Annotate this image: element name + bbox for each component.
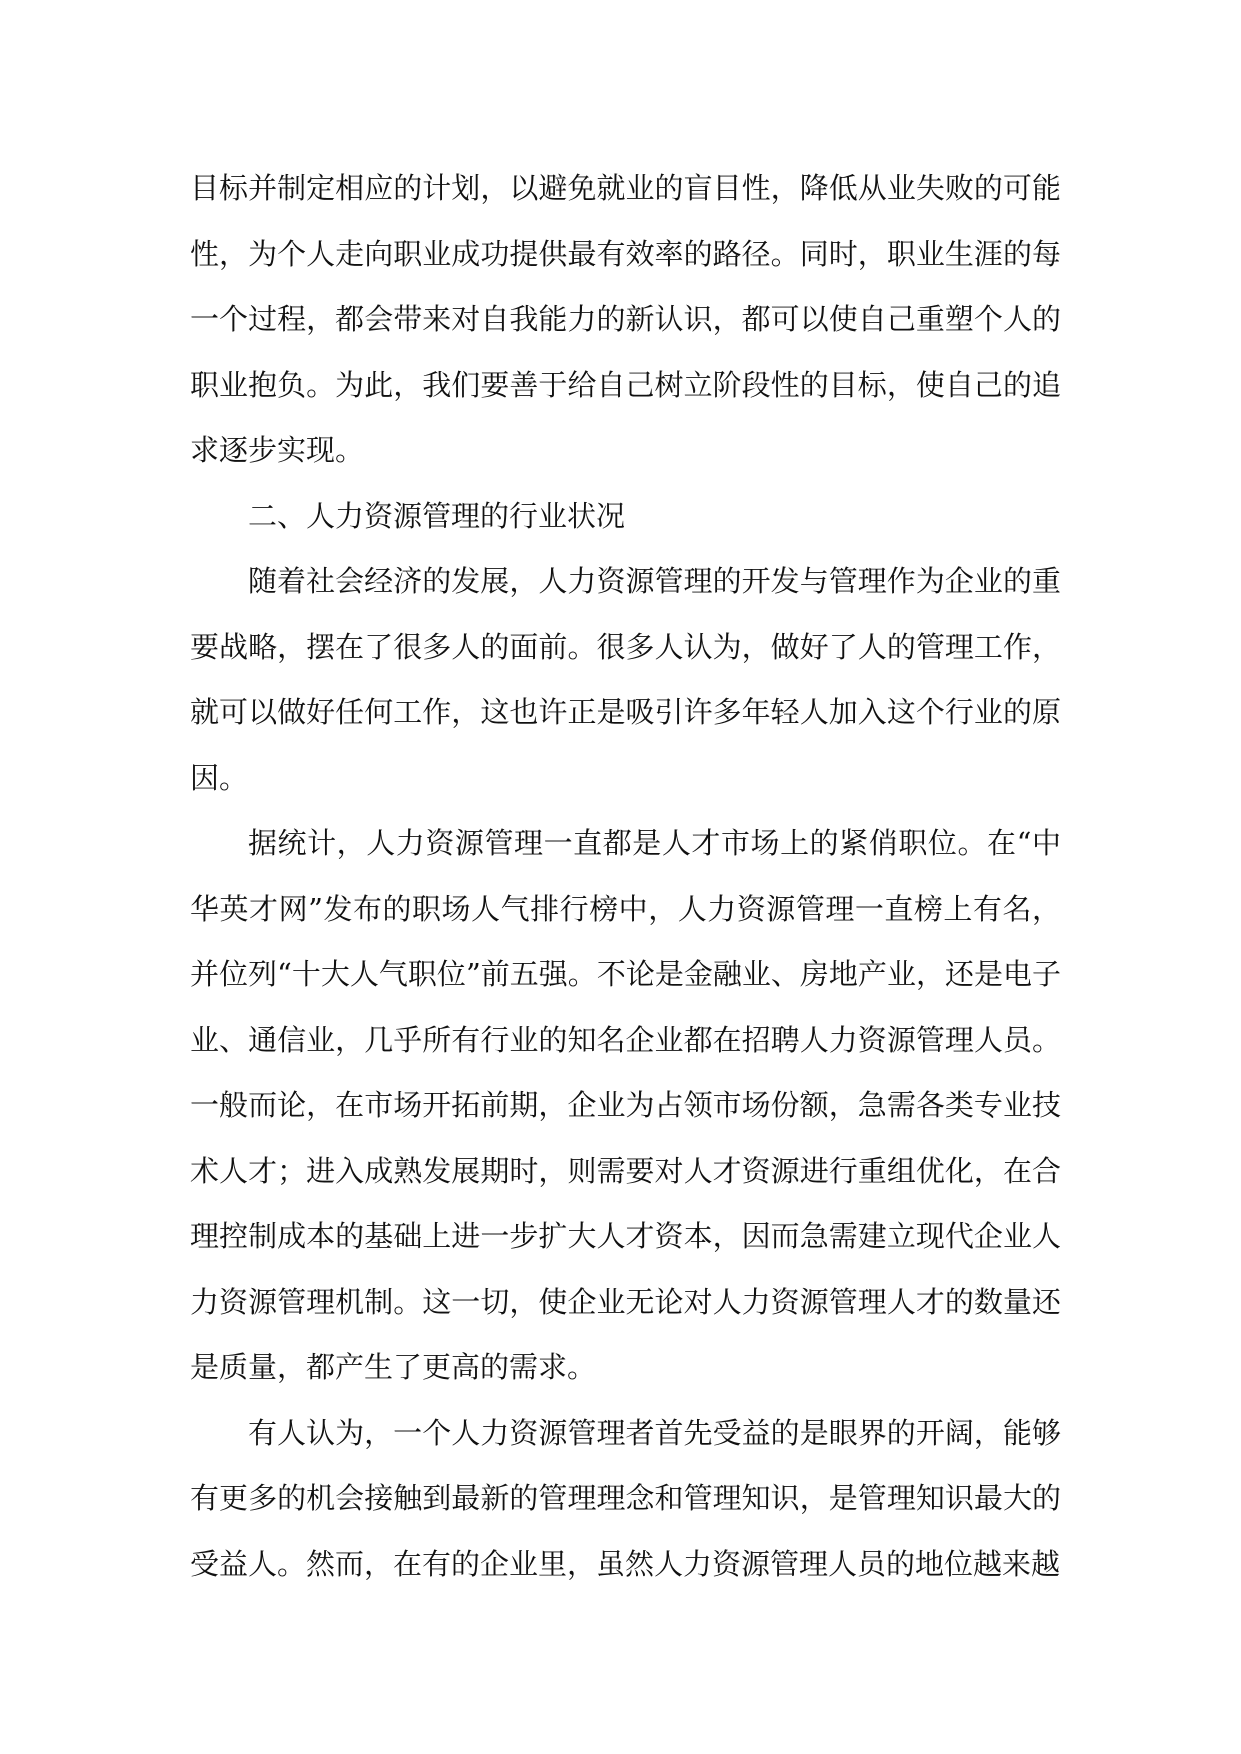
paragraph-continuation: 目标并制定相应的计划，以避免就业的盲目性，降低从业失败的可能性，为个人走向职业成功提供最有效率的路径。同时，职业生涯的每一个过程，都会带来对自我能力的新认识，都可以使自己重塑个人的职业抱负。为此，我们要善于给自己树立阶段性的目标，使自己的追求逐步实现。 bbox=[190, 171, 1061, 467]
paragraph-statistics: 据统计，人力资源管理一直都是人才市场上的紧俏职位。在“中华英才网”发布的职场人气排行榜中，人力资源管理一直榜上有名，并位列“十大人气职位”前五强。不论是金融业、房地产业，还是电子业、通信业，几乎所有行业的知名企业都在招聘人力资源管理人员。一般而论，在市场开拓前期，企业为占领市场份额，急需各类专业技术人才；进入成熟发展期时，则需要对人才资源进行重组优化，在合理控制成本的基础上进一步扩大人才资本，因而急需建立现代企业人力资源管理机制。这一切，使企业无论对人力资源管理人才的数量还是质量，都产生了更高的需求。 bbox=[190, 826, 1061, 1384]
document-body bbox=[190, 156, 1061, 1597]
section-heading: 二、人力资源管理的行业状况 bbox=[248, 498, 626, 533]
paragraph-benefits: 有人认为，一个人力资源管理者首先受益的是眼界的开阔，能够有更多的机会接触到最新的管理理念和管理知识，是管理知识最大的受益人。然而，在有的企业里，虽然人力资源管理人员的地位越来越 bbox=[190, 1415, 1061, 1581]
paragraph-industry-intro: 随着社会经济的发展，人力资源管理的开发与管理作为企业的重要战略，摆在了很多人的面前。很多人认为，做好了人的管理工作，就可以做好任何工作，这也许正是吸引许多年轻人加入这个行业的原因。 bbox=[190, 564, 1061, 795]
